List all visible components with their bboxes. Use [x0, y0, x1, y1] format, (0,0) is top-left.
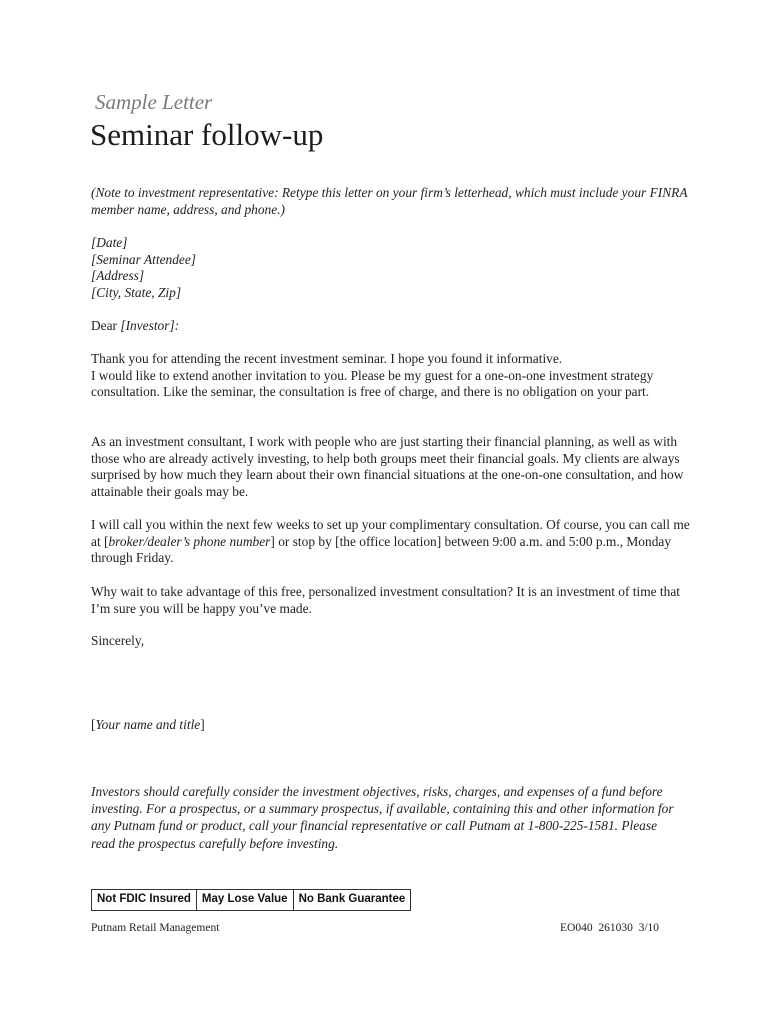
badge-may-lose-value: May Lose Value — [196, 890, 293, 910]
closing: Sincerely, — [91, 633, 145, 648]
paragraph-contact-start: I will call you within the next few weeks to set up your complimentary consultation. Of course, you can call me at [ — [91, 517, 690, 549]
paragraph-contact — [91, 517, 691, 567]
address-date: [Date] — [91, 235, 128, 250]
footer-company: Putnam Retail Management — [91, 922, 220, 934]
footer-document-code: EO040 261030 3/10 — [560, 922, 660, 934]
representative-note: (Note to investment representative: Retype this letter on your firm’s letterhead, which must include your FINRA member name, address, and phone.) — [91, 185, 688, 217]
paragraph-consultant: As an investment consultant, I work with people who are just starting their financial planning, as well as with those who are already actively investing, to help both groups meet their financial goals. My clients are always surprised by how much they learn about their own financial situations at the one-on-one consultation, and how attainable their goals may be. — [91, 434, 684, 500]
phone-placeholder: broker/dealer’s phone number — [108, 533, 271, 549]
badge-not-fdic-insured: Not FDIC Insured — [97, 893, 191, 905]
signature-placeholder: Your name and title — [95, 717, 201, 732]
paragraph-invitation: I would like to extend another invitation to you. Please be my guest for a one-on-one investment strategy consultation. Like the seminar, the consultation is free of charge, and there is no obligation on your part. — [91, 367, 654, 400]
paragraph-call-to-action: Why wait to take advantage of this free, personalized investment consultation? It is an investment of time that I’m sure you will be happy you’ve made. — [91, 584, 681, 616]
address-block — [91, 235, 691, 302]
address-street: [Address] — [91, 268, 145, 284]
investment-disclosure-badges — [91, 889, 411, 911]
paragraph-thank-you — [91, 351, 691, 401]
address-city-state-zip: [City, State, Zip] — [91, 285, 182, 301]
document-type-label: Sample Letter — [95, 90, 213, 114]
salutation-prefix: Dear — [91, 318, 121, 333]
badge-no-bank-guarantee: No Bank Guarantee — [293, 890, 411, 910]
signature-line — [91, 717, 691, 734]
page-title: Seminar follow-up — [90, 117, 324, 152]
paragraph-contact-end: ] or stop by [the office location] between 9:00 a.m. and 5:00 p.m., Monday through Friday. — [91, 533, 672, 566]
salutation-placeholder: [Investor]: — [120, 318, 180, 333]
salutation — [91, 318, 691, 335]
signature-open-bracket: [ — [91, 717, 96, 732]
signature-close-bracket: ] — [200, 717, 205, 732]
paragraph-thank-you-line1: Thank you for attending the recent investment seminar. I hope you found it informative. — [91, 351, 563, 366]
prospectus-disclaimer: Investors should carefully consider the investment objectives, risks, charges, and expenses of a fund before investing. For a prospectus, or a summary prospectus, if available, containing this and other information for any Putnam fund or product, call your financial representative or call Putnam at 1-800-225-1581. Please read the prospectus carefully before investing. — [91, 784, 674, 851]
address-attendee: [Seminar Attendee] — [91, 251, 196, 267]
